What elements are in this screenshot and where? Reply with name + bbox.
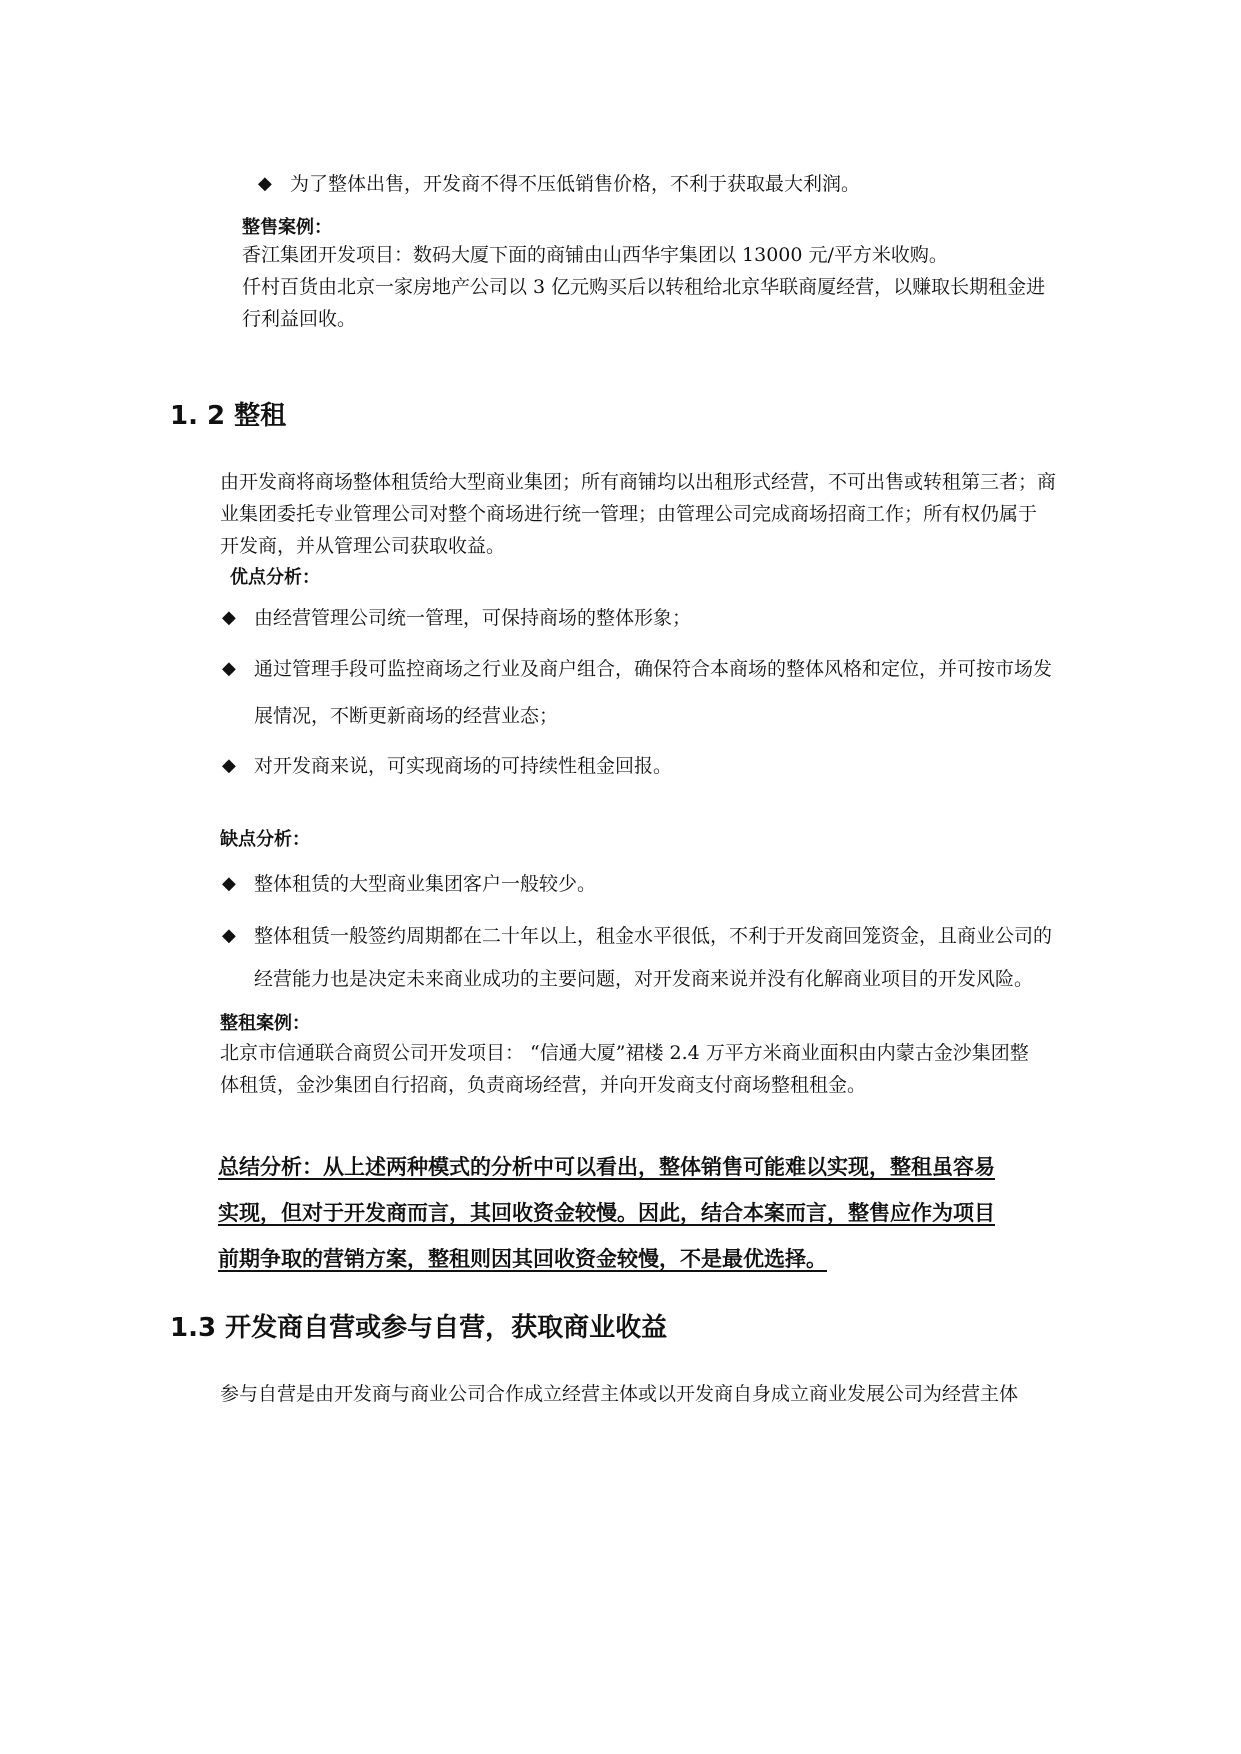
pro-item: 由经营管理公司统一管理，可保持商场的整体形象； bbox=[254, 607, 692, 629]
bullet-diamond-icon: ◆ bbox=[222, 755, 236, 776]
summary-line: 总结分析：从上述两种模式的分析中可以看出，整体销售可能难以实现，整租虽容易 bbox=[218, 1155, 995, 1179]
sale-case-line: 仟村百货由北京一家房地产公司以 3 亿元购买后以转租给北京华联商厦经营，以赚取长期租金进 bbox=[242, 276, 1046, 298]
section-heading-1-3: 1.3 开发商自营或参与自营，获取商业收益 bbox=[170, 1313, 668, 1343]
bullet-diamond-icon: ◆ bbox=[222, 607, 236, 628]
pro-item-continued: 展情况，不断更新商场的经营业态； bbox=[254, 705, 559, 727]
lease-case-line: 体租赁，金沙集团自行招商，负责商场经营，并向开发商支付商场整租租金。 bbox=[220, 1074, 867, 1096]
cons-label: 缺点分析： bbox=[220, 829, 310, 850]
sale-case-line: 行利益回收。 bbox=[242, 308, 357, 330]
paragraph-line: 由开发商将商场整体租赁给大型商业集团；所有商铺均以出租形式经营，不可出售或转租第三者；商 bbox=[220, 471, 1057, 493]
lease-case-line: 北京市信通联合商贸公司开发项目： “信通大厦”裙楼 2.4 万平方米商业面积由内蒙古金沙集团整 bbox=[220, 1042, 1029, 1064]
pro-item: 对开发商来说，可实现商场的可持续性租金回报。 bbox=[254, 755, 673, 777]
summary-line: 实现，但对于开发商而言，其回收资金较慢。因此，结合本案而言，整售应作为项目 bbox=[218, 1201, 995, 1225]
paragraph-line: 参与自营是由开发商与商业公司合作成立经营主体或以开发商自身成立商业发展公司为经营主体 bbox=[220, 1383, 1019, 1405]
sale-case-line: 香江集团开发项目：数码大厦下面的商铺由山西华宇集团以 13000 元/平方米收购。 bbox=[242, 244, 948, 266]
con-item: 整体租赁的大型商业集团客户一般较少。 bbox=[254, 873, 597, 895]
sale-case-label: 整售案例： bbox=[242, 217, 332, 238]
summary-line: 前期争取的营销方案，整租则因其回收资金较慢，不是最优选择。 bbox=[218, 1247, 827, 1271]
paragraph-line: 开发商，并从管理公司获取收益。 bbox=[220, 535, 506, 557]
bullet-diamond-icon: ◆ bbox=[222, 658, 236, 679]
pros-label: 优点分析： bbox=[230, 567, 320, 588]
con-item: 整体租赁一般签约周期都在二十年以上，租金水平很低，不利于开发商回笼资金，且商业公司的 bbox=[254, 925, 1053, 947]
paragraph-line: 业集团委托专业管理公司对整个商场进行统一管理；由管理公司完成商场招商工作；所有权仍属于 bbox=[220, 503, 1038, 525]
bullet-diamond-icon: ◆ bbox=[222, 925, 236, 946]
lease-case-label: 整租案例： bbox=[220, 1013, 310, 1034]
section-heading-1-2: 1. 2 整租 bbox=[170, 401, 287, 431]
bullet-diamond-icon: ◆ bbox=[222, 873, 236, 894]
bullet-text: 为了整体出售，开发商不得不压低销售价格，不利于获取最大利润。 bbox=[290, 173, 861, 195]
con-item-continued: 经营能力也是决定未来商业成功的主要问题，对开发商来说并没有化解商业项目的开发风险。 bbox=[254, 968, 1034, 990]
pro-item: 通过管理手段可监控商场之行业及商户组合，确保符合本商场的整体风格和定位，并可按市场发 bbox=[254, 658, 1053, 680]
bullet-diamond-icon: ◆ bbox=[258, 173, 272, 194]
